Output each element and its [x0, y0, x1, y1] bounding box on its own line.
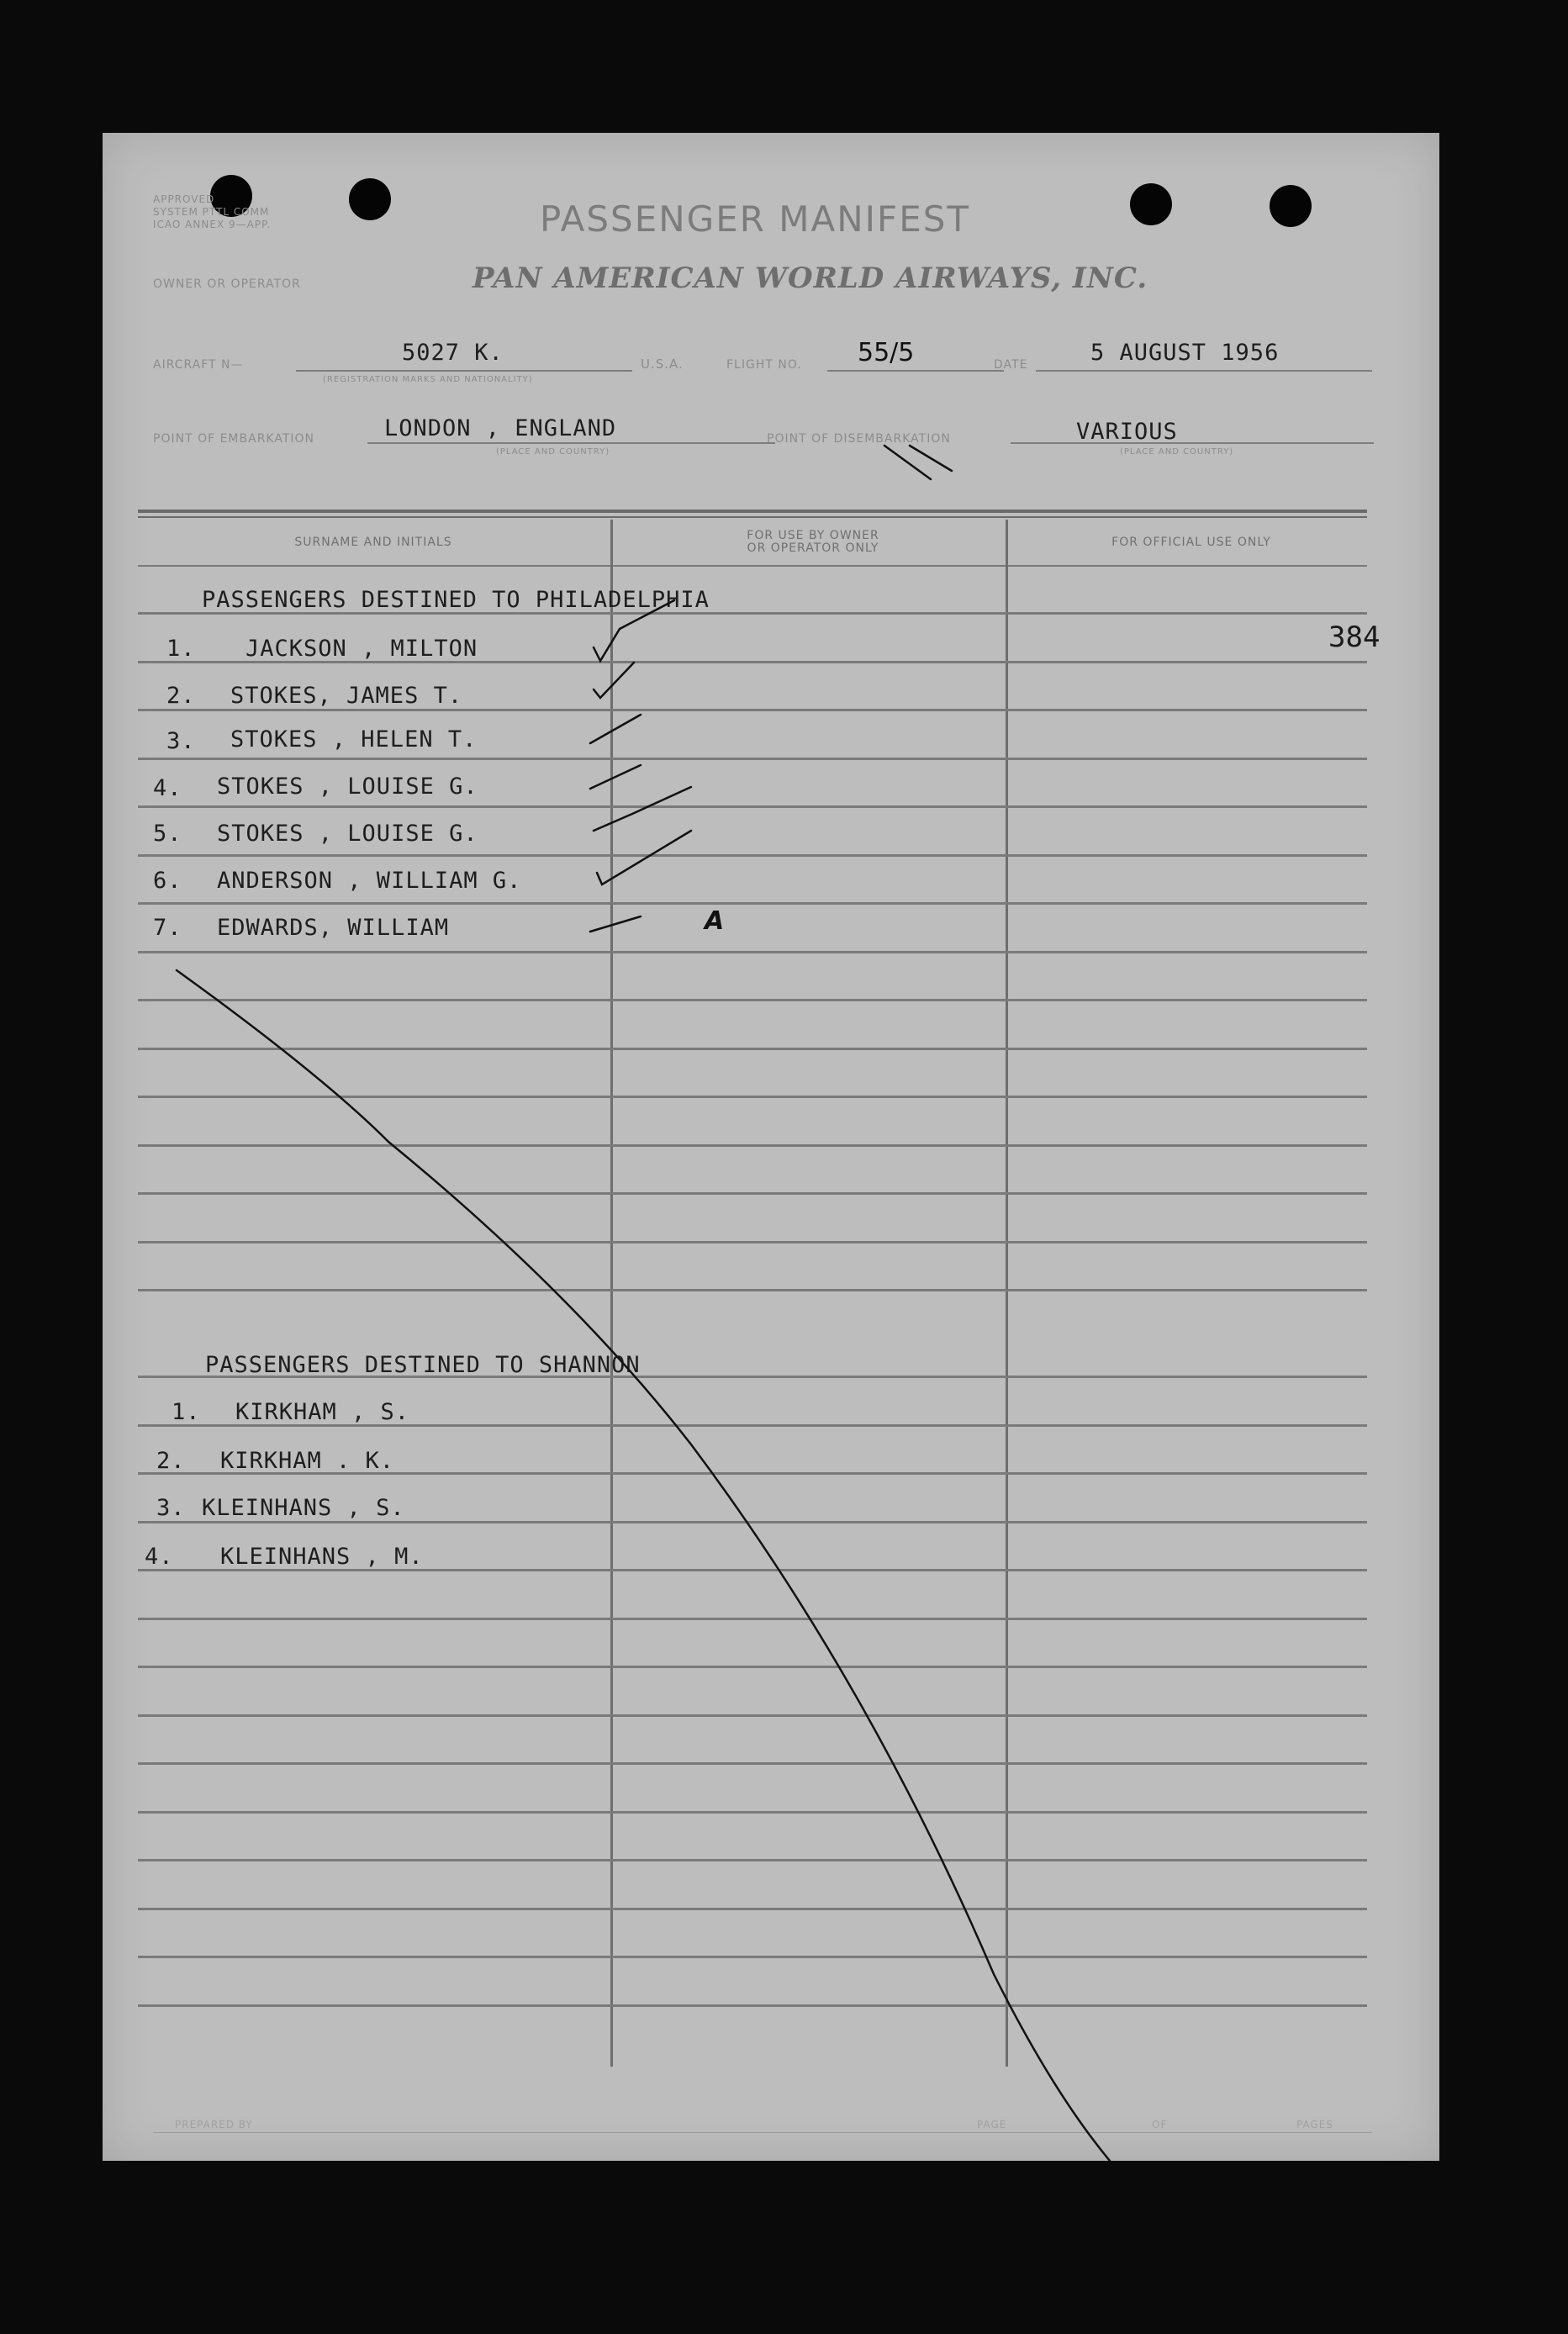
passenger-number: 2. [156, 1448, 186, 1474]
check-mark [590, 765, 641, 789]
passenger-name: STOKES , LOUISE G. [217, 821, 478, 847]
aircraft-label: AIRCRAFT N— [153, 358, 244, 372]
passenger-number: 5. [153, 821, 182, 847]
passenger-name: STOKES , LOUISE G. [217, 774, 478, 800]
approval-line: SYSTEM PTTL COMM [153, 206, 270, 218]
of-label: OF [1152, 2119, 1168, 2131]
column-header-operator-line: FOR USE BY OWNER [747, 529, 879, 542]
section-heading-philadelphia: PASSENGERS DESTINED TO PHILADELPHIA [202, 587, 710, 613]
nationality: U.S.A. [641, 356, 684, 372]
passenger-name: KLEINHANS , M. [220, 1544, 424, 1570]
passenger-number: 4. [153, 775, 182, 801]
passenger-number: 3. [156, 1495, 186, 1521]
pages-label: PAGES [1296, 2119, 1333, 2131]
check-mark [594, 600, 674, 661]
passenger-name: EDWARDS, WILLIAM [217, 915, 450, 941]
date-value: 5 AUGUST 1956 [1090, 340, 1280, 366]
passenger-number: 1. [172, 1399, 201, 1425]
operator-name: PAN AMERICAN WORLD AIRWAYS, INC. [473, 261, 1148, 295]
passenger-name: KIRKHAM , S. [235, 1399, 410, 1425]
passenger-number: 6. [153, 868, 182, 894]
page-label: PAGE [977, 2119, 1007, 2131]
column-header-names-label: SURNAME AND INITIALS [294, 536, 452, 549]
passenger-name: KIRKHAM . K. [220, 1448, 395, 1474]
disembarkation-value: VARIOUS [1076, 419, 1178, 445]
passenger-name: STOKES , HELEN T. [230, 726, 478, 752]
flight-value: 55/5 [858, 338, 915, 367]
passenger-number: 4. [145, 1544, 174, 1570]
form-title: PASSENGER MANIFEST [540, 198, 971, 240]
approval-line: ICAO ANNEX 9—APP. [153, 219, 272, 230]
check-mark [597, 831, 691, 884]
embarkation-label: POINT OF EMBARKATION [153, 432, 315, 446]
passenger-number: 2. [166, 683, 196, 709]
prepared-by-label: PREPARED BY [175, 2119, 253, 2131]
manifest-sheet [103, 133, 1439, 2161]
operator-mark: A [705, 906, 725, 936]
passenger-number: 7. [153, 915, 182, 941]
disembarkation-sublabel: (PLACE AND COUNTRY) [1120, 447, 1234, 457]
date-label: DATE [994, 358, 1028, 372]
passenger-name: ANDERSON , WILLIAM G. [217, 868, 522, 894]
check-mark [594, 787, 691, 831]
passenger-name: JACKSON , MILTON [245, 636, 478, 662]
check-mark [594, 663, 634, 698]
embarkation-sublabel: (PLACE AND COUNTRY) [496, 447, 610, 457]
check-mark [590, 916, 641, 932]
flight-label: FLIGHT NO. [726, 358, 802, 372]
passenger-name: STOKES, JAMES T. [230, 683, 463, 709]
pen-marks [103, 133, 1439, 2161]
owner-label: OWNER OR OPERATOR [153, 277, 301, 291]
aircraft-sublabel: (REGISTRATION MARKS AND NATIONALITY) [323, 375, 533, 384]
check-mark [590, 715, 641, 743]
disembarkation-label: POINT OF DISEMBARKATION [767, 432, 951, 446]
official-number: 384 [1328, 620, 1381, 654]
embarkation-value: LONDON , ENGLAND [384, 415, 617, 441]
passenger-name: KLEINHANS , S. [202, 1495, 405, 1521]
column-header-operator-line: OR OPERATOR ONLY [747, 541, 879, 555]
passenger-number: 1. [166, 636, 196, 662]
passenger-number: 3. [166, 728, 196, 754]
disembarkation-strike [884, 446, 952, 479]
approval-line: APPROVED [153, 193, 215, 205]
aircraft-value: 5027 K. [402, 340, 504, 366]
section-heading-shannon: PASSENGERS DESTINED TO SHANNON [205, 1352, 641, 1378]
column-header-official-label: FOR OFFICIAL USE ONLY [1111, 536, 1271, 549]
void-diagonal-line [177, 970, 1110, 2161]
